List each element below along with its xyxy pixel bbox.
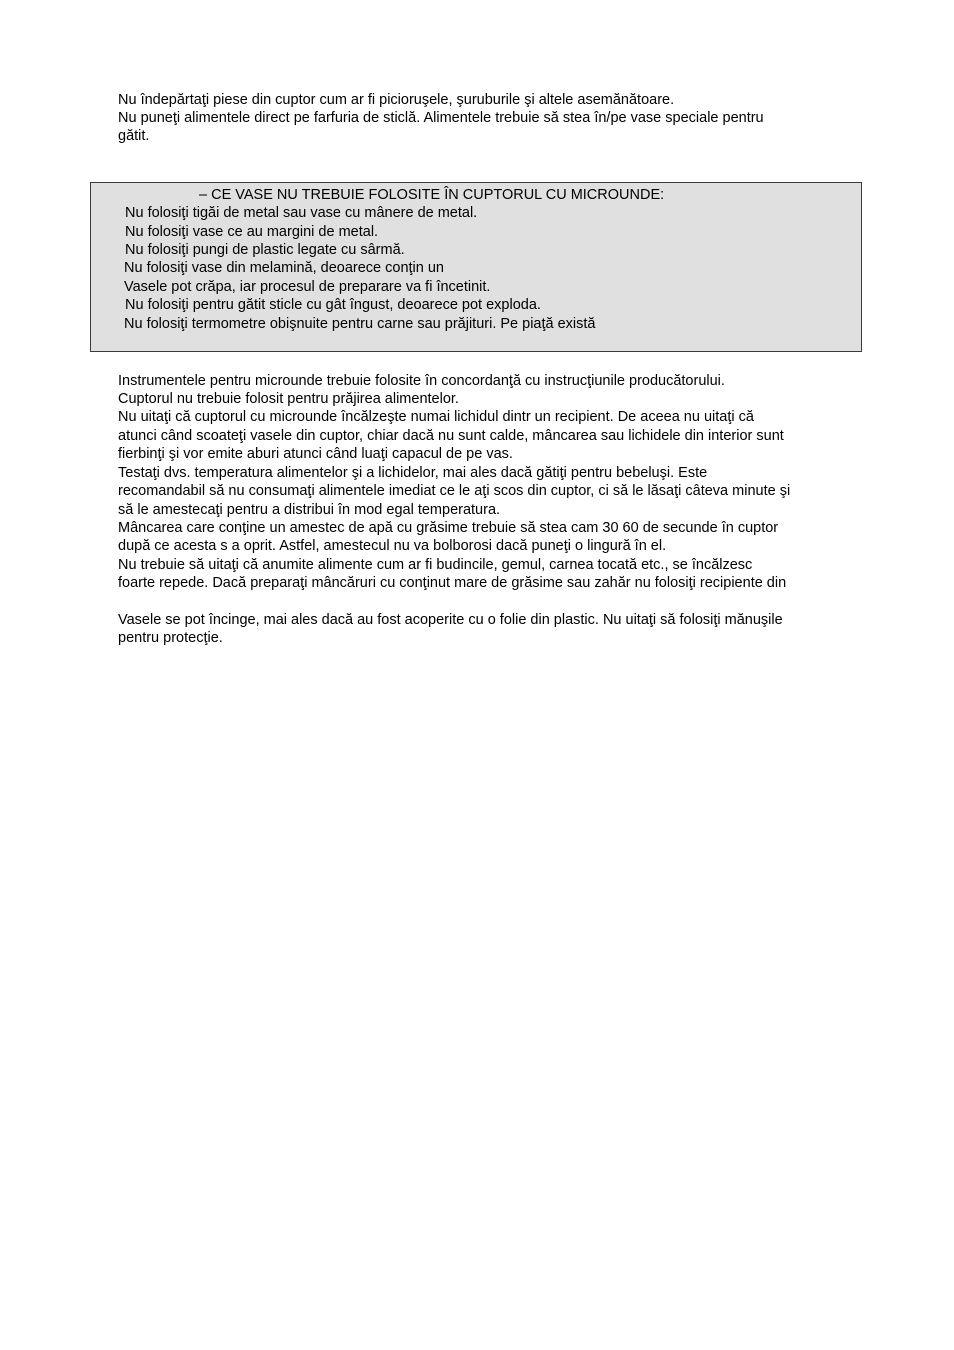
text-line: Instrumentele pentru microunde trebuie folosite în concordanţă cu instrucţiunile producătorului. [118, 373, 725, 389]
text-line: Nu puneţi alimentele direct pe farfuria de sticlă. Alimentele trebuie să stea în/pe vase speciale pentru [118, 110, 764, 126]
text-line: Vasele se pot încinge, mai ales dacă au fost acoperite cu o folie din plastic. Nu uitaţi să folosiţi mănuşile [118, 612, 783, 628]
text-line: gătit. [118, 128, 150, 144]
notice-heading: – CE VASE NU TREBUIE FOLOSITE ÎN CUPTORUL CU MICROUNDE: [199, 187, 665, 203]
notice-item: Nu folosiţi tigăi de metal sau vase cu mânere de metal. [125, 205, 478, 221]
notice-box [90, 182, 862, 352]
text-line: fierbinţi şi vor emite aburi atunci când luaţi capacul de pe vas. [118, 446, 513, 462]
notice-item: Nu folosiţi vase din melamină, deoarece conţin un [124, 260, 444, 276]
notice-item: Vasele pot crăpa, iar procesul de preparare va fi încetinit. [124, 279, 491, 295]
text-line: să le amestecaţi pentru a distribui în mod egal temperatura. [118, 502, 501, 518]
text-line: Nu trebuie să uitaţi că anumite alimente cum ar fi budincile, gemul, carnea tocată etc., se încălzesc [118, 557, 753, 573]
text-line: recomandabil să nu consumaţi alimentele imediat ce le aţi scos din cuptor, ci să le lăsaţi câteva minute şi [118, 483, 791, 499]
text-line: atunci când scoateţi vasele din cuptor, chiar dacă nu sunt calde, mâncarea sau lichidele din interior sunt [118, 428, 784, 444]
text-line: Testaţi dvs. temperatura alimentelor şi a lichidelor, mai ales dacă gătiţi pentru bebeluşi. Este [118, 465, 708, 481]
text-line: Nu uitaţi că cuptorul cu microunde încălzeşte numai lichidul dintr un recipient. De aceea nu uitaţi că [118, 409, 754, 425]
text-line: foarte repede. Dacă preparaţi mâncăruri cu conţinut mare de grăsime sau zahăr nu folosiţi recipiente din [118, 575, 787, 591]
text-line: Mâncarea care conţine un amestec de apă cu grăsime trebuie să stea cam 30 60 de secunde în cuptor [118, 520, 779, 536]
notice-item: Nu folosiţi vase ce au margini de metal. [125, 224, 379, 240]
notice-item: Nu folosiţi pungi de plastic legate cu sârmă. [125, 242, 405, 258]
text-line: Nu îndepărtaţi piese din cuptor cum ar fi picioruşele, şuruburile şi altele asemănătoare. [118, 92, 675, 108]
notice-item: Nu folosiţi pentru gătit sticle cu gât îngust, deoarece pot exploda. [125, 297, 541, 313]
text-line: pentru protecţie. [118, 630, 223, 646]
text-line: după ce acesta s a oprit. Astfel, amestecul nu va bolborosi dacă puneţi o lingură în el. [118, 538, 667, 554]
notice-item: Nu folosiţi termometre obişnuite pentru carne sau prăjituri. Pe piaţă există [124, 316, 596, 332]
text-line: Cuptorul nu trebuie folosit pentru prăjirea alimentelor. [118, 391, 459, 407]
